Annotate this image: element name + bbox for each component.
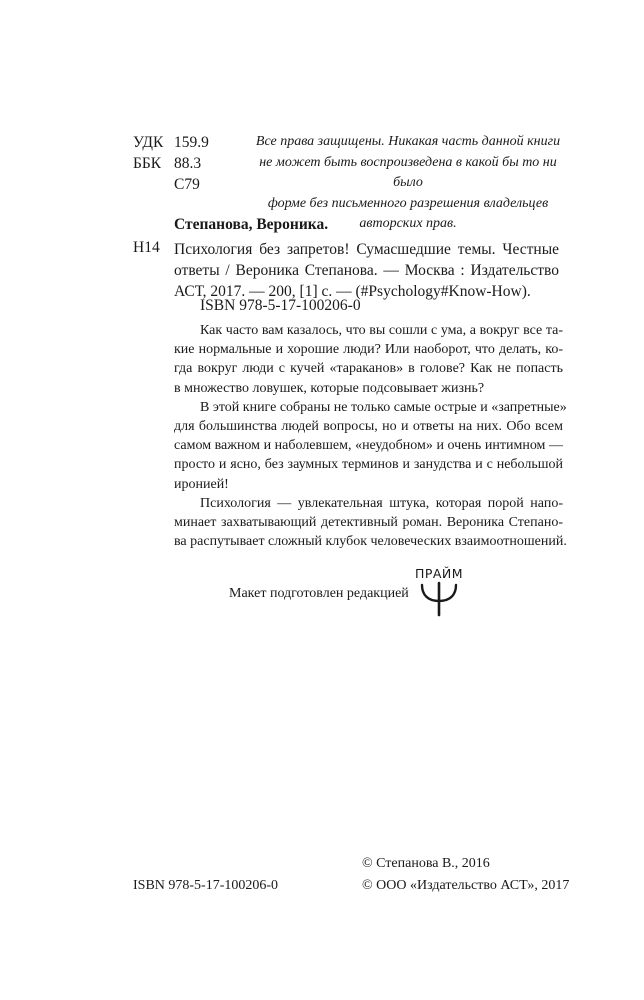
rights-line: авторских прав.: [359, 216, 457, 231]
copyright-author: © Степанова В., 2016: [362, 856, 490, 871]
bib-line: АСТ, 2017. — 200, [1] с. — (#Psychology#Know-How).: [174, 283, 531, 300]
annotation-line: минает захватывающий детективный роман. Вероника Степано-: [174, 515, 563, 531]
author-heading: Степанова, Вероника.: [174, 216, 329, 233]
annotation-line: Как часто вам казалось, что вы сошли с ума, а вокруг все та-: [200, 323, 563, 338]
author-mark: Н14: [133, 239, 160, 256]
annotation-line: Психология — увлекательная штука, которая порой напо-: [200, 495, 563, 511]
annotation-line: в множество ловушек, которые подсовывает жизнь?: [174, 380, 485, 396]
author-code: С79: [174, 176, 200, 193]
isbn-main: ISBN 978-5-17-100206-0: [200, 297, 361, 314]
psi-icon: [414, 579, 464, 617]
annotation: [174, 321, 567, 551]
udk-label: УДК: [133, 134, 164, 151]
classification-block: [133, 132, 209, 195]
annotation-line: для большинства людей вопросы, но и ответы на них. Обо всем: [174, 419, 563, 435]
logo-text: ПРАЙМ: [414, 566, 464, 581]
isbn-bottom: ISBN 978-5-17-100206-0: [133, 878, 279, 893]
rights-line: Все права защищены. Никакая часть данной книги: [255, 134, 561, 149]
annotation-line: гда вокруг люди с кучей «тараканов» в голове? Как не попасть: [174, 361, 563, 377]
publisher-logo: [414, 566, 464, 616]
bibliographic-description: [174, 239, 559, 302]
udk-row: [133, 132, 209, 153]
udk-value: 159.9: [174, 134, 209, 151]
copyright-publisher: © ООО «Издательство АСТ», 2017: [362, 878, 570, 893]
annotation-line: просто и ясно, без заумных терминов и занудства и с небольшой: [174, 457, 563, 473]
rights-line: форме без письменного разрешения владельцев: [267, 195, 549, 211]
bib-line: Психология без запретов! Сумасшедшие темы. Честные: [174, 241, 559, 258]
bbk-value: 88.3: [174, 155, 202, 172]
bib-line: ответы / Вероника Степанова. — Москва : Издательство: [174, 262, 559, 279]
imprint-text: Макет подготовлен редакцией: [229, 586, 409, 601]
rights-line: не может быть воспроизведена в какой бы то ни было: [259, 154, 557, 190]
annotation-line: В этой книге собраны не только самые острые и «запретные»: [200, 399, 567, 415]
author-code-row: [133, 174, 209, 195]
annotation-line: кие нормальные и хорошие люди? Или наоборот, что делать, ко-: [174, 342, 563, 358]
bbk-label: ББК: [133, 155, 162, 172]
annotation-line: ва распутывает сложный клубок человеческих взаимоотношений.: [174, 534, 567, 550]
annotation-line: иронией!: [174, 476, 229, 492]
bbk-row: [133, 153, 209, 174]
annotation-line: самом важном и наболевшем, «неудобном» и очень интимном —: [174, 438, 563, 454]
